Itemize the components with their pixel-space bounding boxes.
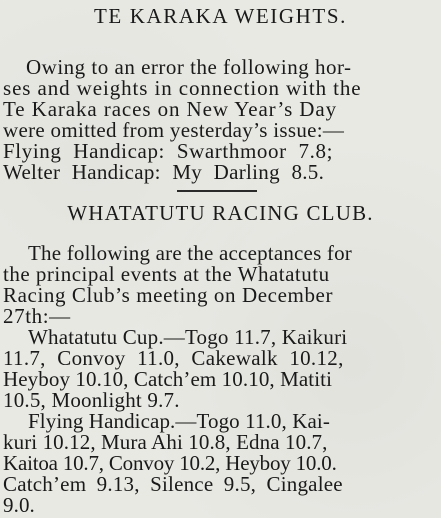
article-line: 10.5, Moonlight 9.7. — [3, 388, 180, 412]
article-heading: TE KARAKA WEIGHTS. — [94, 4, 347, 28]
article-line: 11.7, Convoy 11.0, Cakewalk 10.12, — [3, 346, 344, 370]
article-line: Whatatutu Cup.—Togo 11.7, Kaikuri — [28, 325, 348, 349]
article-line: Kaitoa 10.7, Convoy 10.2, Heyboy 10.0. — [3, 451, 337, 475]
article-line: Welter Handicap: My Darling 8.5. — [3, 160, 325, 184]
article-line: Te Karaka races on New Year’s Day — [3, 97, 337, 121]
article-heading: WHATATUTU RACING CLUB. — [67, 201, 374, 225]
article-line: Racing Club’s meeting on December — [3, 283, 334, 307]
article-line: Owing to an error the following hor- — [26, 55, 352, 79]
article-line: ses and weights in connection with the — [3, 76, 362, 100]
article-line: The following are the acceptances for — [28, 241, 352, 265]
article-line: Flying Handicap: Swarthmoor 7.8; — [3, 139, 333, 163]
divider-rule — [177, 190, 257, 192]
article-line: Catch’em 9.13, Silence 9.5, Cingalee — [3, 472, 343, 496]
article-line: Flying Handicap.—Togo 11.0, Kai- — [28, 409, 330, 433]
article-line: Heyboy 10.10, Catch’em 10.10, Matiti — [3, 367, 333, 391]
article-line: the principal events at the Whatatutu — [3, 262, 330, 286]
article-line: 27th:— — [3, 304, 71, 328]
article-line: kuri 10.12, Mura Ahi 10.8, Edna 10.7, — [3, 430, 328, 454]
article-line: were omitted from yesterday’s issue:— — [3, 118, 345, 142]
article-line: 9.0. — [3, 493, 35, 517]
